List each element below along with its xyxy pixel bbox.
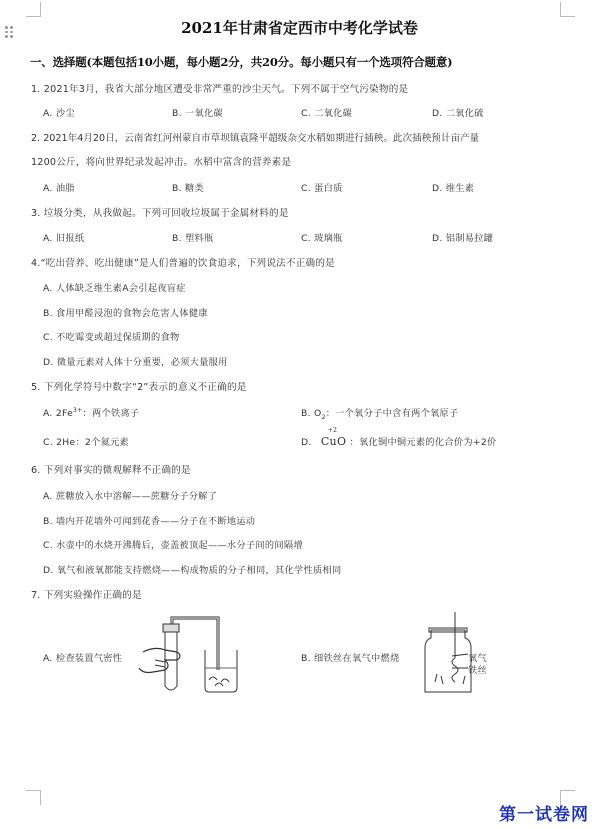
question-1-option-d: D. 二氧化硫 [432,108,484,119]
question-3-stem: 3. 垃圾分类，从我做起。下列可回收垃圾属于金属材料的是 [31,208,289,219]
label-iron-wire: 铁丝 [468,665,487,676]
option-b-symbol: B. O [301,408,322,419]
option-b-meaning: ：一个氧分子中含有两个氧原子 [325,408,459,419]
question-2-option-c: C. 蛋白质 [301,183,343,194]
question-2-stem-line-2: 1200公斤，将向世界纪录发起冲击。水稻中富含的营养素是 [31,157,292,168]
question-4-option-c: C. 不吃霉变或超过保质期的食物 [43,332,180,343]
corner-mark-top-right [560,2,575,17]
question-1-option-b: B. 一氧化碳 [172,108,223,119]
option-a-symbol: A. 2Fe [43,408,74,419]
option-d-formula: CuO [320,435,347,448]
section-heading: 一、选择题(本题包括10小题，每小题2分，共20分。每小题只有一个选项符合题意) [30,55,453,69]
question-6-option-d: D. 氧气和液氧都能支持燃烧——构成物质的分子相同，其化学性质相同 [43,565,342,576]
label-oxygen: 氧气 [468,653,487,664]
question-5-stem: 5. 下列化学符号中数字“2”表示的意义不正确的是 [31,382,247,393]
question-2-stem-line-1: 2. 2021年4月20日，云南省红河州蒙自市草坝镇袁隆平超级杂交水稻如期进行插秧。此次插秧预计亩产量 [31,133,480,144]
question-5-option-d [301,427,497,448]
corner-mark-top-left [26,2,41,17]
question-2-option-b: B. 糖类 [172,183,205,194]
question-5-option-c: C. 2He：2个氦元素 [43,437,130,448]
airtightness-check-illustration [135,612,250,696]
question-7-option-b: B. 细铁丝在氧气中燃烧 [301,653,400,664]
figure-label-leader-lines [452,648,470,676]
question-4-option-a: A. 人体缺乏维生素A会引起夜盲症 [43,283,186,294]
question-4-option-b: B. 食用甲醛浸泡的食物会危害人体健康 [43,308,208,319]
question-7-stem: 7. 下列实验操作正确的是 [31,590,142,601]
corner-mark-bottom-left [26,790,41,805]
question-6-option-b: B. 墙内开花墙外可闻到花香——分子在不断地运动 [43,516,256,527]
question-7-option-a: A. 检查装置气密性 [43,653,123,664]
question-3-option-d: D. 铝制易拉罐 [432,233,494,244]
question-5-option-b [301,405,459,421]
question-4-stem: 4.“吃出营养、吃出健康”是人们普遍的饮食追求，下列说法不正确的是 [31,258,335,269]
option-d-label: D. [301,437,312,448]
question-2-option-d: D. 维生素 [432,183,475,194]
site-watermark: 第一试卷网 [499,805,589,825]
question-1-option-a: A. 沙尘 [43,108,75,119]
option-b-subscript: 2 [321,413,326,421]
question-1-option-c: C. 二氧化碳 [301,108,353,119]
question-6-stem: 6. 下列对事实的微观解释不正确的是 [31,465,191,476]
question-3-option-c: C. 玻璃瓶 [301,233,343,244]
question-4-option-d: D. 微量元素对人体十分重要，必须大量服用 [43,357,228,368]
question-3-option-a: A. 旧报纸 [43,233,85,244]
question-6-option-a: A. 蔗糖放入水中溶解——蔗糖分子分解了 [43,491,218,502]
question-3-option-b: B. 塑料瓶 [172,233,214,244]
question-2-option-a: A. 油脂 [43,183,75,194]
question-1-stem: 1. 2021年3月，我省大部分地区遭受非常严重的沙尘天气。下列不属于空气污染物的是 [31,84,409,95]
option-a-charge: 3+ [73,406,83,414]
option-d-valence: +2 [327,427,338,434]
option-a-meaning: ：两个铁离子 [82,408,140,419]
question-5-option-a [43,405,139,419]
question-6-option-c: C. 水壶中的水烧开沸腾后，壶盖被顶起——水分子间的间隔增 [43,540,303,551]
page-title: 2021年甘肃省定西市中考化学试卷 [181,19,418,37]
option-d-meaning: ：氧化铜中铜元素的化合价为+2价 [349,437,497,448]
